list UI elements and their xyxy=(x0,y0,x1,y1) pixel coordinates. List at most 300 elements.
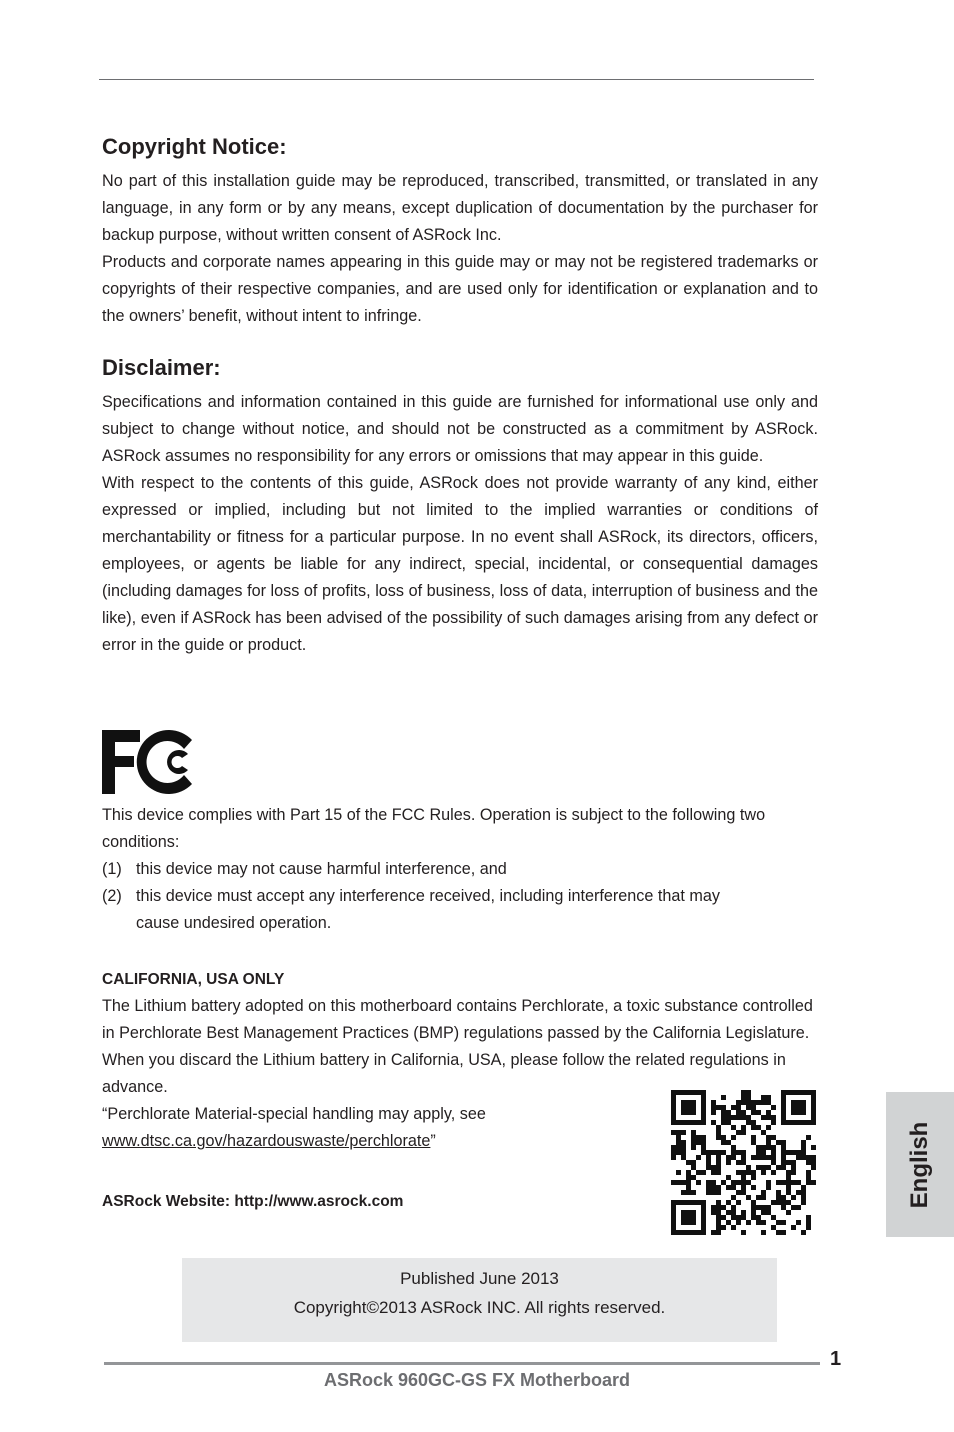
qr-module xyxy=(671,1230,676,1235)
qr-module xyxy=(791,1100,796,1105)
qr-module xyxy=(681,1215,686,1220)
qr-module xyxy=(681,1180,686,1185)
qr-module xyxy=(781,1150,786,1155)
qr-module xyxy=(681,1110,686,1115)
qr-module xyxy=(741,1210,746,1215)
qr-module xyxy=(786,1190,791,1195)
qr-module xyxy=(786,1200,791,1205)
qr-module xyxy=(791,1105,796,1110)
qr-module xyxy=(726,1140,731,1145)
qr-module xyxy=(741,1155,746,1160)
qr-module xyxy=(781,1090,786,1095)
qr-module xyxy=(696,1230,701,1235)
qr-module xyxy=(801,1150,806,1155)
qr-module xyxy=(766,1205,771,1210)
qr-module xyxy=(771,1135,776,1140)
qr-module xyxy=(676,1140,681,1145)
qr-module xyxy=(756,1220,761,1225)
qr-module xyxy=(781,1200,786,1205)
perchlorate-link[interactable]: www.dtsc.ca.gov/hazardouswaste/perchlorate xyxy=(102,1132,431,1150)
qr-module xyxy=(781,1110,786,1115)
qr-module xyxy=(741,1190,746,1195)
qr-module xyxy=(811,1110,816,1115)
qr-module xyxy=(766,1210,771,1215)
qr-module xyxy=(791,1225,796,1230)
qr-module xyxy=(726,1120,731,1125)
qr-module xyxy=(701,1105,706,1110)
qr-module xyxy=(711,1190,716,1195)
qr-module xyxy=(736,1170,741,1175)
qr-module xyxy=(771,1160,776,1165)
qr-module xyxy=(751,1210,756,1215)
qr-module xyxy=(761,1220,766,1225)
qr-module xyxy=(781,1140,786,1145)
qr-module xyxy=(731,1135,736,1140)
qr-module xyxy=(801,1195,806,1200)
qr-module xyxy=(716,1125,721,1130)
qr-module xyxy=(726,1160,731,1165)
qr-module xyxy=(781,1155,786,1160)
qr-module xyxy=(786,1090,791,1095)
qr-module xyxy=(766,1165,771,1170)
qr-module xyxy=(766,1145,771,1150)
qr-module xyxy=(756,1125,761,1130)
qr-module xyxy=(781,1145,786,1150)
qr-module xyxy=(721,1205,726,1210)
qr-module xyxy=(766,1125,771,1130)
qr-module xyxy=(746,1105,751,1110)
qr-module xyxy=(721,1150,726,1155)
qr-module xyxy=(716,1190,721,1195)
qr-module xyxy=(696,1200,701,1205)
qr-module xyxy=(711,1100,716,1105)
qr-module xyxy=(781,1160,786,1165)
qr-module xyxy=(701,1145,706,1150)
qr-module xyxy=(776,1195,781,1200)
qr-module xyxy=(731,1105,736,1110)
qr-module xyxy=(706,1150,711,1155)
qr-module xyxy=(721,1225,726,1230)
qr-module xyxy=(801,1090,806,1095)
qr-module xyxy=(801,1145,806,1150)
qr-module xyxy=(771,1115,776,1120)
qr-module xyxy=(781,1165,786,1170)
qr-module xyxy=(671,1095,676,1100)
qr-module xyxy=(731,1185,736,1190)
qr-module xyxy=(791,1170,796,1175)
qr-module xyxy=(671,1150,676,1155)
qr-module xyxy=(796,1090,801,1095)
qr-module xyxy=(671,1130,676,1135)
qr-module xyxy=(776,1200,781,1205)
qr-module xyxy=(736,1200,741,1205)
qr-module xyxy=(716,1185,721,1190)
qr-module xyxy=(761,1195,766,1200)
qr-module xyxy=(771,1150,776,1155)
qr-module xyxy=(736,1105,741,1110)
qr-module xyxy=(691,1145,696,1150)
qr-module xyxy=(771,1155,776,1160)
qr-module xyxy=(686,1110,691,1115)
qr-module xyxy=(671,1100,676,1105)
qr-module xyxy=(746,1165,751,1170)
qr-module xyxy=(701,1095,706,1100)
bottom-rule xyxy=(104,1362,820,1365)
qr-module xyxy=(811,1160,816,1165)
qr-module xyxy=(731,1180,736,1185)
qr-module xyxy=(761,1210,766,1215)
qr-module xyxy=(806,1170,811,1175)
qr-module xyxy=(686,1210,691,1215)
qr-module xyxy=(786,1180,791,1185)
qr-module xyxy=(691,1110,696,1115)
qr-module xyxy=(756,1215,761,1220)
qr-module xyxy=(746,1090,751,1095)
qr-module xyxy=(686,1220,691,1225)
qr-module xyxy=(761,1150,766,1155)
qr-module xyxy=(681,1150,686,1155)
qr-module xyxy=(716,1150,721,1155)
qr-module xyxy=(671,1090,676,1095)
qr-module xyxy=(676,1230,681,1235)
qr-module xyxy=(781,1115,786,1120)
qr-module xyxy=(761,1170,766,1175)
qr-module xyxy=(776,1165,781,1170)
qr-module xyxy=(721,1140,726,1145)
qr-module xyxy=(796,1100,801,1105)
qr-module xyxy=(676,1145,681,1150)
qr-module xyxy=(676,1150,681,1155)
fcc-statement xyxy=(102,802,818,937)
qr-module xyxy=(801,1100,806,1105)
disclaimer-paragraph-1: Specifications and information contained in this guide are furnished for informational use only and subject to change without notice, and should not be constructed as a commitment by ASRock. ASRock assumes no responsibility for any errors or omissions that may appear in this guide. xyxy=(102,393,818,465)
qr-module xyxy=(686,1105,691,1110)
qr-module xyxy=(801,1155,806,1160)
qr-module xyxy=(726,1185,731,1190)
condition-text: this device may not cause harmful interference, and xyxy=(136,860,507,878)
top-rule xyxy=(99,79,814,80)
qr-module xyxy=(671,1145,676,1150)
qr-module xyxy=(801,1190,806,1195)
qr-module xyxy=(681,1155,686,1160)
qr-module xyxy=(716,1200,721,1205)
qr-module xyxy=(671,1200,676,1205)
qr-module xyxy=(741,1090,746,1095)
qr-module xyxy=(731,1215,736,1220)
qr-module xyxy=(741,1230,746,1235)
qr-module xyxy=(801,1110,806,1115)
fcc-logo-icon xyxy=(102,728,196,796)
qr-module xyxy=(721,1215,726,1220)
qr-module xyxy=(671,1105,676,1110)
qr-module xyxy=(721,1120,726,1125)
qr-module xyxy=(671,1225,676,1230)
qr-module xyxy=(776,1230,781,1235)
qr-module xyxy=(746,1170,751,1175)
qr-module xyxy=(806,1220,811,1225)
fcc-intro: This device complies with Part 15 of the FCC Rules. Operation is subject to the following two conditions: xyxy=(102,806,766,851)
qr-module xyxy=(746,1095,751,1100)
qr-module xyxy=(761,1190,766,1195)
copyright-paragraph-2: Products and corporate names appearing in this guide may or may not be registered trademarks or copyrights of their respective companies, and are used only for identification or explanation and to the owners’ benefit, without intent to infringe. xyxy=(102,253,818,325)
qr-module xyxy=(696,1120,701,1125)
qr-module xyxy=(681,1145,686,1150)
qr-module xyxy=(801,1200,806,1205)
qr-module xyxy=(811,1105,816,1110)
qr-module xyxy=(686,1090,691,1095)
qr-module xyxy=(761,1165,766,1170)
qr-module xyxy=(696,1135,701,1140)
qr-module xyxy=(791,1180,796,1185)
qr-module xyxy=(691,1140,696,1145)
perchlorate-quote: “Perchlorate Material-special handling may apply, see xyxy=(102,1105,486,1123)
qr-module xyxy=(726,1200,731,1205)
qr-module xyxy=(671,1110,676,1115)
language-tab-label: English xyxy=(906,1121,933,1208)
condition-text: this device must accept any interference received, including interference that may cause undesired operation. xyxy=(136,887,720,932)
qr-module xyxy=(801,1105,806,1110)
qr-module xyxy=(676,1135,681,1140)
qr-module xyxy=(671,1215,676,1220)
qr-module xyxy=(696,1140,701,1145)
qr-module xyxy=(801,1120,806,1125)
qr-module xyxy=(791,1110,796,1115)
qr-module xyxy=(701,1090,706,1095)
qr-module xyxy=(766,1180,771,1185)
qr-module xyxy=(681,1220,686,1225)
qr-module xyxy=(731,1210,736,1215)
qr-module xyxy=(686,1175,691,1180)
qr-module xyxy=(796,1110,801,1115)
disclaimer-heading: Disclaimer: xyxy=(102,355,221,380)
qr-module xyxy=(716,1230,721,1235)
qr-module xyxy=(716,1155,721,1160)
qr-module xyxy=(701,1225,706,1230)
qr-module xyxy=(771,1225,776,1230)
qr-module xyxy=(736,1220,741,1225)
qr-module xyxy=(736,1130,741,1135)
qr-module xyxy=(731,1225,736,1230)
qr-module xyxy=(676,1200,681,1205)
qr-module xyxy=(671,1115,676,1120)
qr-module xyxy=(806,1160,811,1165)
qr-module xyxy=(686,1200,691,1205)
qr-module xyxy=(786,1185,791,1190)
qr-module xyxy=(766,1100,771,1105)
qr-module xyxy=(716,1135,721,1140)
qr-module xyxy=(701,1215,706,1220)
qr-module xyxy=(706,1165,711,1170)
publication-box xyxy=(182,1258,777,1342)
qr-module xyxy=(761,1205,766,1210)
qr-module xyxy=(706,1180,711,1185)
language-tab xyxy=(886,1092,954,1237)
qr-module xyxy=(761,1115,766,1120)
qr-module xyxy=(686,1180,691,1185)
qr-module xyxy=(756,1195,761,1200)
qr-module xyxy=(731,1205,736,1210)
qr-module xyxy=(751,1100,756,1105)
qr-module xyxy=(686,1100,691,1105)
qr-module xyxy=(726,1110,731,1115)
qr-module xyxy=(741,1215,746,1220)
qr-module xyxy=(771,1215,776,1220)
qr-module xyxy=(781,1095,786,1100)
qr-module xyxy=(671,1220,676,1225)
qr-module xyxy=(671,1205,676,1210)
qr-module xyxy=(806,1120,811,1125)
qr-module xyxy=(686,1215,691,1220)
qr-module xyxy=(701,1115,706,1120)
qr-module xyxy=(681,1190,686,1195)
qr-module xyxy=(736,1100,741,1105)
qr-module xyxy=(711,1210,716,1215)
qr-module xyxy=(756,1145,761,1150)
qr-module xyxy=(676,1120,681,1125)
qr-module xyxy=(726,1155,731,1160)
qr-module xyxy=(751,1170,756,1175)
qr-module xyxy=(711,1185,716,1190)
qr-module xyxy=(716,1160,721,1165)
qr-module xyxy=(781,1100,786,1105)
qr-module xyxy=(806,1135,811,1140)
qr-module xyxy=(681,1230,686,1235)
qr-module xyxy=(781,1205,786,1210)
qr-module xyxy=(796,1190,801,1195)
qr-module xyxy=(701,1110,706,1115)
qr-module xyxy=(716,1210,721,1215)
qr-module xyxy=(811,1090,816,1095)
qr-module xyxy=(801,1230,806,1235)
qr-module xyxy=(731,1145,736,1150)
condition-number: (1) xyxy=(102,860,122,878)
qr-module xyxy=(716,1215,721,1220)
qr-module xyxy=(746,1195,751,1200)
qr-module xyxy=(776,1220,781,1225)
qr-module xyxy=(701,1100,706,1105)
qr-module xyxy=(761,1130,766,1135)
qr-module xyxy=(806,1175,811,1180)
qr-module xyxy=(716,1105,721,1110)
qr-module xyxy=(691,1220,696,1225)
qr-module xyxy=(751,1200,756,1205)
qr-module xyxy=(741,1150,746,1155)
qr-module xyxy=(736,1115,741,1120)
copyright-paragraph-1: No part of this installation guide may be reproduced, transcribed, transmitted, or translated in any language, in any form or by any means, except duplication of documentation by the purchaser for backup purpose, without written consent of ASRock Inc. xyxy=(102,172,818,244)
qr-module xyxy=(691,1135,696,1140)
qr-module xyxy=(796,1180,801,1185)
qr-module xyxy=(756,1100,761,1105)
qr-module xyxy=(761,1100,766,1105)
qr-module xyxy=(736,1160,741,1165)
qr-module xyxy=(731,1115,736,1120)
qr-module xyxy=(731,1195,736,1200)
qr-module xyxy=(716,1220,721,1225)
qr-module xyxy=(676,1170,681,1175)
qr-module xyxy=(736,1150,741,1155)
qr-module xyxy=(786,1175,791,1180)
fcc-condition-1 xyxy=(102,856,818,883)
qr-module xyxy=(681,1130,686,1135)
qr-module xyxy=(771,1145,776,1150)
qr-module xyxy=(791,1160,796,1165)
california-body: The Lithium battery adopted on this motherboard contains Perchlorate, a toxic substance controlled in Perchlorate Best Management Practices (BMP) regulations passed by the California Legislature. When you discard the Lithium battery in California, USA, please follow the related regulations in advance. xyxy=(102,997,813,1096)
qr-module xyxy=(766,1110,771,1115)
qr-module xyxy=(676,1090,681,1095)
qr-module xyxy=(791,1205,796,1210)
qr-module xyxy=(776,1140,781,1145)
qr-module xyxy=(711,1120,716,1125)
qr-module xyxy=(701,1220,706,1225)
qr-module xyxy=(681,1120,686,1125)
qr-module xyxy=(726,1210,731,1215)
qr-module xyxy=(766,1140,771,1145)
qr-module xyxy=(776,1180,781,1185)
qr-module xyxy=(721,1135,726,1140)
qr-module xyxy=(716,1165,721,1170)
qr-module xyxy=(761,1145,766,1150)
qr-module xyxy=(691,1175,696,1180)
qr-module xyxy=(741,1175,746,1180)
qr-module xyxy=(691,1230,696,1235)
qr-module xyxy=(811,1180,816,1185)
qr-module xyxy=(691,1165,696,1170)
qr-module xyxy=(691,1215,696,1220)
qr-module xyxy=(801,1140,806,1145)
qr-module xyxy=(761,1095,766,1100)
qr-module xyxy=(746,1100,751,1105)
quote-close: ” xyxy=(430,1132,436,1150)
qr-module xyxy=(766,1185,771,1190)
qr-module xyxy=(711,1165,716,1170)
qr-module xyxy=(741,1180,746,1185)
qr-module xyxy=(766,1135,771,1140)
qr-module xyxy=(691,1100,696,1105)
qr-module xyxy=(726,1115,731,1120)
qr-module xyxy=(811,1165,816,1170)
qr-module xyxy=(691,1210,696,1215)
qr-module xyxy=(796,1155,801,1160)
qr-module xyxy=(741,1160,746,1165)
qr-module xyxy=(696,1170,701,1175)
qr-module xyxy=(686,1120,691,1125)
qr-module xyxy=(691,1105,696,1110)
qr-module xyxy=(711,1150,716,1155)
qr-module xyxy=(691,1120,696,1125)
qr-module xyxy=(766,1095,771,1100)
qr-module xyxy=(671,1210,676,1215)
qr-module xyxy=(751,1155,756,1160)
qr-module xyxy=(691,1190,696,1195)
qr-module xyxy=(771,1105,776,1110)
qr-module xyxy=(671,1120,676,1125)
qr-module xyxy=(681,1105,686,1110)
qr-module xyxy=(751,1110,756,1115)
condition-number: (2) xyxy=(102,887,122,905)
qr-module xyxy=(781,1105,786,1110)
qr-module xyxy=(676,1180,681,1185)
qr-module xyxy=(741,1125,746,1130)
qr-module xyxy=(771,1200,776,1205)
qr-module xyxy=(751,1205,756,1210)
qr-module xyxy=(811,1155,816,1160)
qr-module xyxy=(706,1190,711,1195)
qr-module xyxy=(721,1115,726,1120)
qr-module xyxy=(811,1145,816,1150)
qr-module xyxy=(796,1150,801,1155)
qr-module xyxy=(751,1105,756,1110)
qr-module xyxy=(706,1185,711,1190)
